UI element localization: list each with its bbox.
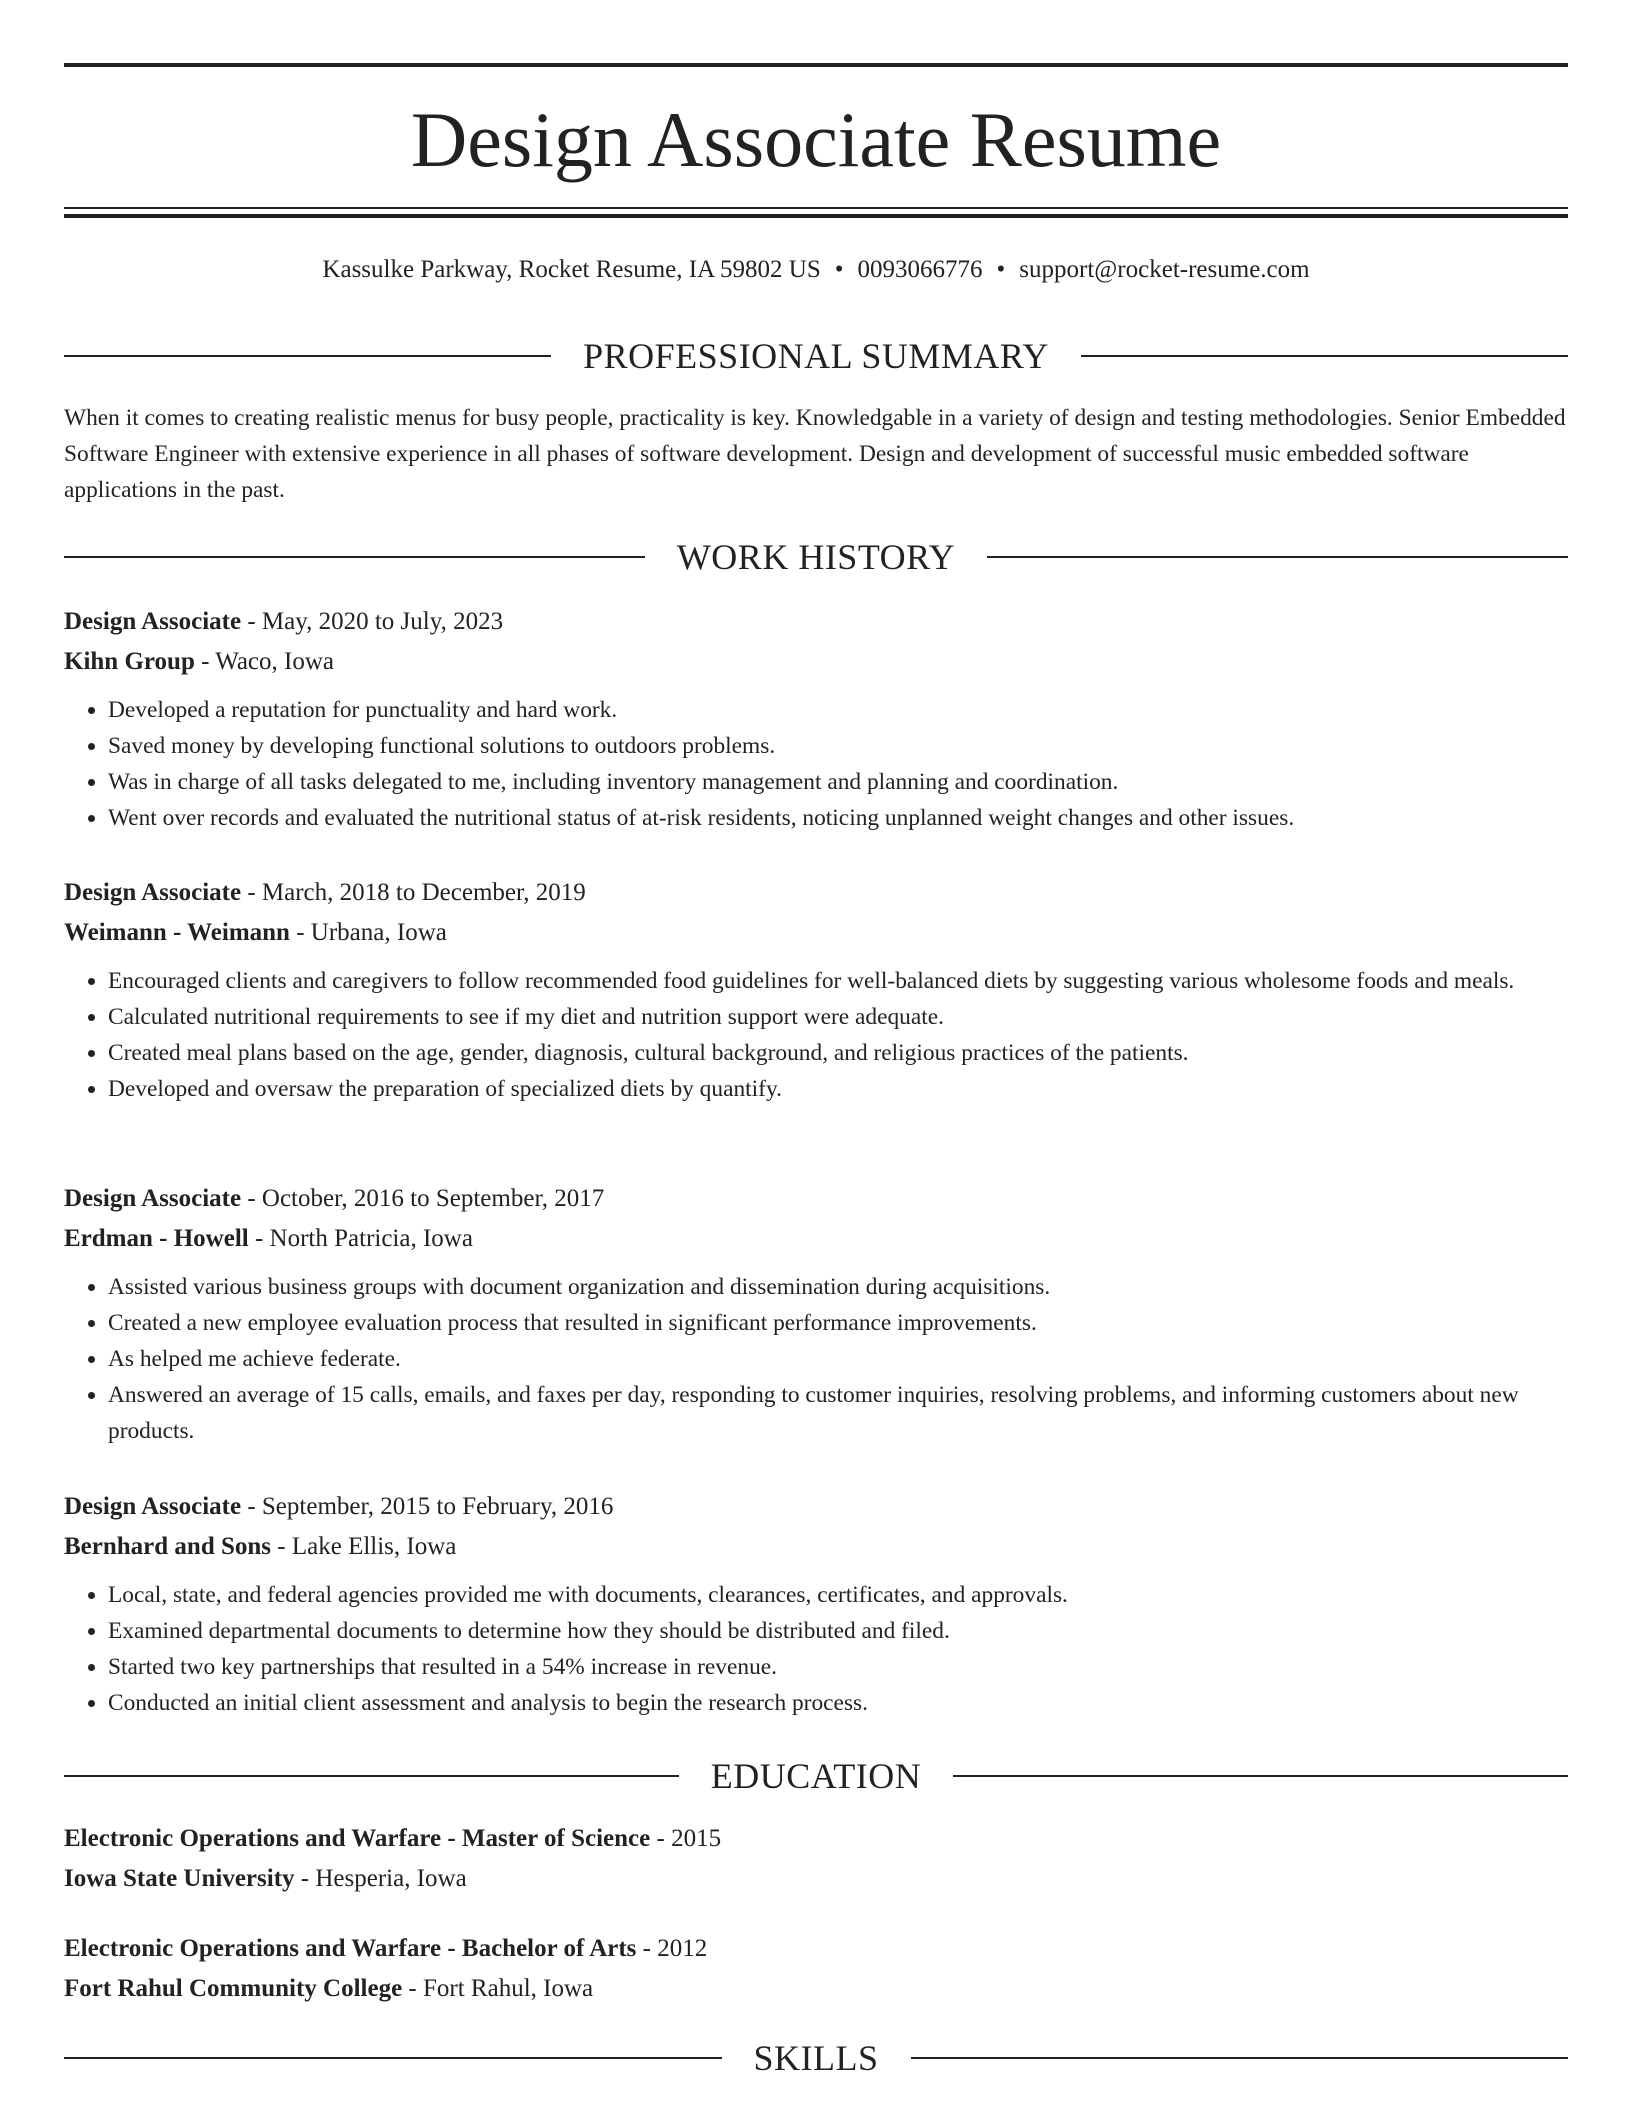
- job-title: Design Associate: [64, 879, 242, 906]
- contact-separator: •: [834, 256, 844, 283]
- section-header-education: [64, 1754, 1568, 1798]
- job-bullet: • Conducted an initial client assessment and analysis to begin the research process.: [108, 1685, 1568, 1721]
- education-school-line: [64, 1859, 1568, 1899]
- job-bullet: • Saved money by developing functional solutions to outdoors problems.: [108, 728, 1568, 764]
- section-rule: [911, 2057, 1569, 2059]
- education-location: - Hesperia, Iowa: [294, 1865, 467, 1892]
- job-location: - Waco, Iowa: [194, 648, 334, 675]
- job-title-line: [64, 1179, 1568, 1219]
- job-bullet: • Started two key partnerships that resulted in a 54% increase in revenue.: [108, 1649, 1568, 1685]
- education-school: Fort Rahul Community College: [64, 1975, 403, 2002]
- section-rule: [64, 556, 645, 558]
- job-company-line: [64, 642, 1568, 682]
- title-bottom-rule-upper: [64, 207, 1568, 209]
- job-title: Design Associate: [64, 1493, 242, 1520]
- education-degree-line: [64, 1819, 1568, 1859]
- contact-separator: •: [996, 256, 1006, 283]
- job-bullet: • Calculated nutritional requirements to see if my diet and nutrition support were adequate.: [108, 999, 1568, 1035]
- job-location: - Urbana, Iowa: [289, 919, 447, 946]
- education-degree: Electronic Operations and Warfare - Master of Science: [64, 1825, 651, 1852]
- section-title-summary: PROFESSIONAL SUMMARY: [583, 336, 1049, 376]
- section-title-education: EDUCATION: [710, 1756, 922, 1796]
- job-company: Bernhard and Sons: [64, 1533, 272, 1560]
- job-bullet: • As helped me achieve federate.: [108, 1341, 1568, 1377]
- job-entry: [64, 1179, 1568, 1449]
- job-bullet: • Developed a reputation for punctuality and hard work.: [108, 692, 1568, 728]
- job-bullets: [64, 1577, 1568, 1721]
- job-bullets: [64, 963, 1568, 1107]
- contact-phone: 0093066776: [857, 256, 983, 283]
- education-degree: Electronic Operations and Warfare - Bachelor of Arts: [64, 1935, 637, 1962]
- job-company: Kihn Group: [64, 648, 195, 675]
- job-location: - Lake Ellis, Iowa: [271, 1533, 457, 1560]
- section-header-skills: [64, 2036, 1568, 2080]
- title-top-rule: [64, 63, 1568, 67]
- job-entry: [64, 602, 1568, 836]
- education-school-line: [64, 1969, 1568, 2009]
- education-year: - 2015: [650, 1825, 722, 1852]
- job-entry: [64, 1487, 1568, 1721]
- job-bullet: • Created meal plans based on the age, gender, diagnosis, cultural background, and religious practices of the patients.: [108, 1035, 1568, 1071]
- job-location: - North Patricia, Iowa: [248, 1225, 473, 1252]
- job-company: Weimann - Weimann: [64, 919, 290, 946]
- section-title-work-history: WORK HISTORY: [676, 537, 956, 577]
- job-title: Design Associate: [64, 608, 242, 635]
- section-title-skills: SKILLS: [753, 2038, 879, 2078]
- job-dates: - March, 2018 to December, 2019: [241, 879, 586, 906]
- job-bullet: • Went over records and evaluated the nutritional status of at-risk residents, noticing unplanned weight changes and other issues.: [108, 800, 1568, 836]
- section-rule: [64, 1775, 679, 1777]
- education-degree-line: [64, 1929, 1568, 1969]
- education-entry: [64, 1929, 1568, 2009]
- job-dates: - October, 2016 to September, 2017: [241, 1185, 605, 1212]
- section-rule: [64, 355, 551, 357]
- job-title-line: [64, 602, 1568, 642]
- section-header-summary: [64, 334, 1568, 378]
- job-bullets: [64, 1269, 1568, 1449]
- job-dates: - September, 2015 to February, 2016: [241, 1493, 614, 1520]
- job-title-line: [64, 1487, 1568, 1527]
- section-header-work-history: [64, 535, 1568, 579]
- title-bottom-rule-lower: [64, 214, 1568, 218]
- job-title-line: [64, 873, 1568, 913]
- job-entry: [64, 873, 1568, 1107]
- contact-address: Kassulke Parkway, Rocket Resume, IA 59802 US: [322, 256, 821, 283]
- job-company-line: [64, 913, 1568, 953]
- job-company-line: [64, 1219, 1568, 1259]
- job-bullet: • Assisted various business groups with document organization and dissemination during acquisitions.: [108, 1269, 1568, 1305]
- section-rule: [953, 1775, 1568, 1777]
- education-year: - 2012: [636, 1935, 708, 1962]
- job-bullet: • Created a new employee evaluation process that resulted in significant performance improvements.: [108, 1305, 1568, 1341]
- page-title: Design Associate Resume: [410, 96, 1222, 183]
- section-rule: [987, 556, 1568, 558]
- job-bullet: • Local, state, and federal agencies provided me with documents, clearances, certificates, and approvals.: [108, 1577, 1568, 1613]
- job-bullet: • Encouraged clients and caregivers to follow recommended food guidelines for well-balanced diets by suggesting various wholesome foods and meals.: [108, 963, 1568, 999]
- education-school: Iowa State University: [64, 1865, 295, 1892]
- summary-text: When it comes to creating realistic menus for busy people, practicality is key. Knowledgable in a variety of design and testing methodologies. Senior Embedded Software Engineer with extensive experience in all phases of software development. Design and development of successful music embedded software applications in the past.: [64, 405, 1566, 503]
- job-company-line: [64, 1527, 1568, 1567]
- section-rule: [1081, 355, 1568, 357]
- job-bullet: • Was in charge of all tasks delegated to me, including inventory management and planning and coordination.: [108, 764, 1568, 800]
- education-entry: [64, 1819, 1568, 1899]
- job-bullet: • Examined departmental documents to determine how they should be distributed and filed.: [108, 1613, 1568, 1649]
- job-title: Design Associate: [64, 1185, 242, 1212]
- job-company: Erdman - Howell: [64, 1225, 249, 1252]
- education-location: - Fort Rahul, Iowa: [402, 1975, 594, 2002]
- job-bullet: • Answered an average of 15 calls, emails, and faxes per day, responding to customer inquiries, resolving problems, and informing customers about new products.: [108, 1377, 1568, 1449]
- contact-email: support@rocket-resume.com: [1019, 256, 1310, 283]
- section-rule: [64, 2057, 722, 2059]
- contact-line: [64, 252, 1568, 288]
- job-dates: - May, 2020 to July, 2023: [241, 608, 504, 635]
- job-bullets: [64, 692, 1568, 836]
- job-bullet: • Developed and oversaw the preparation of specialized diets by quantify.: [108, 1071, 1568, 1107]
